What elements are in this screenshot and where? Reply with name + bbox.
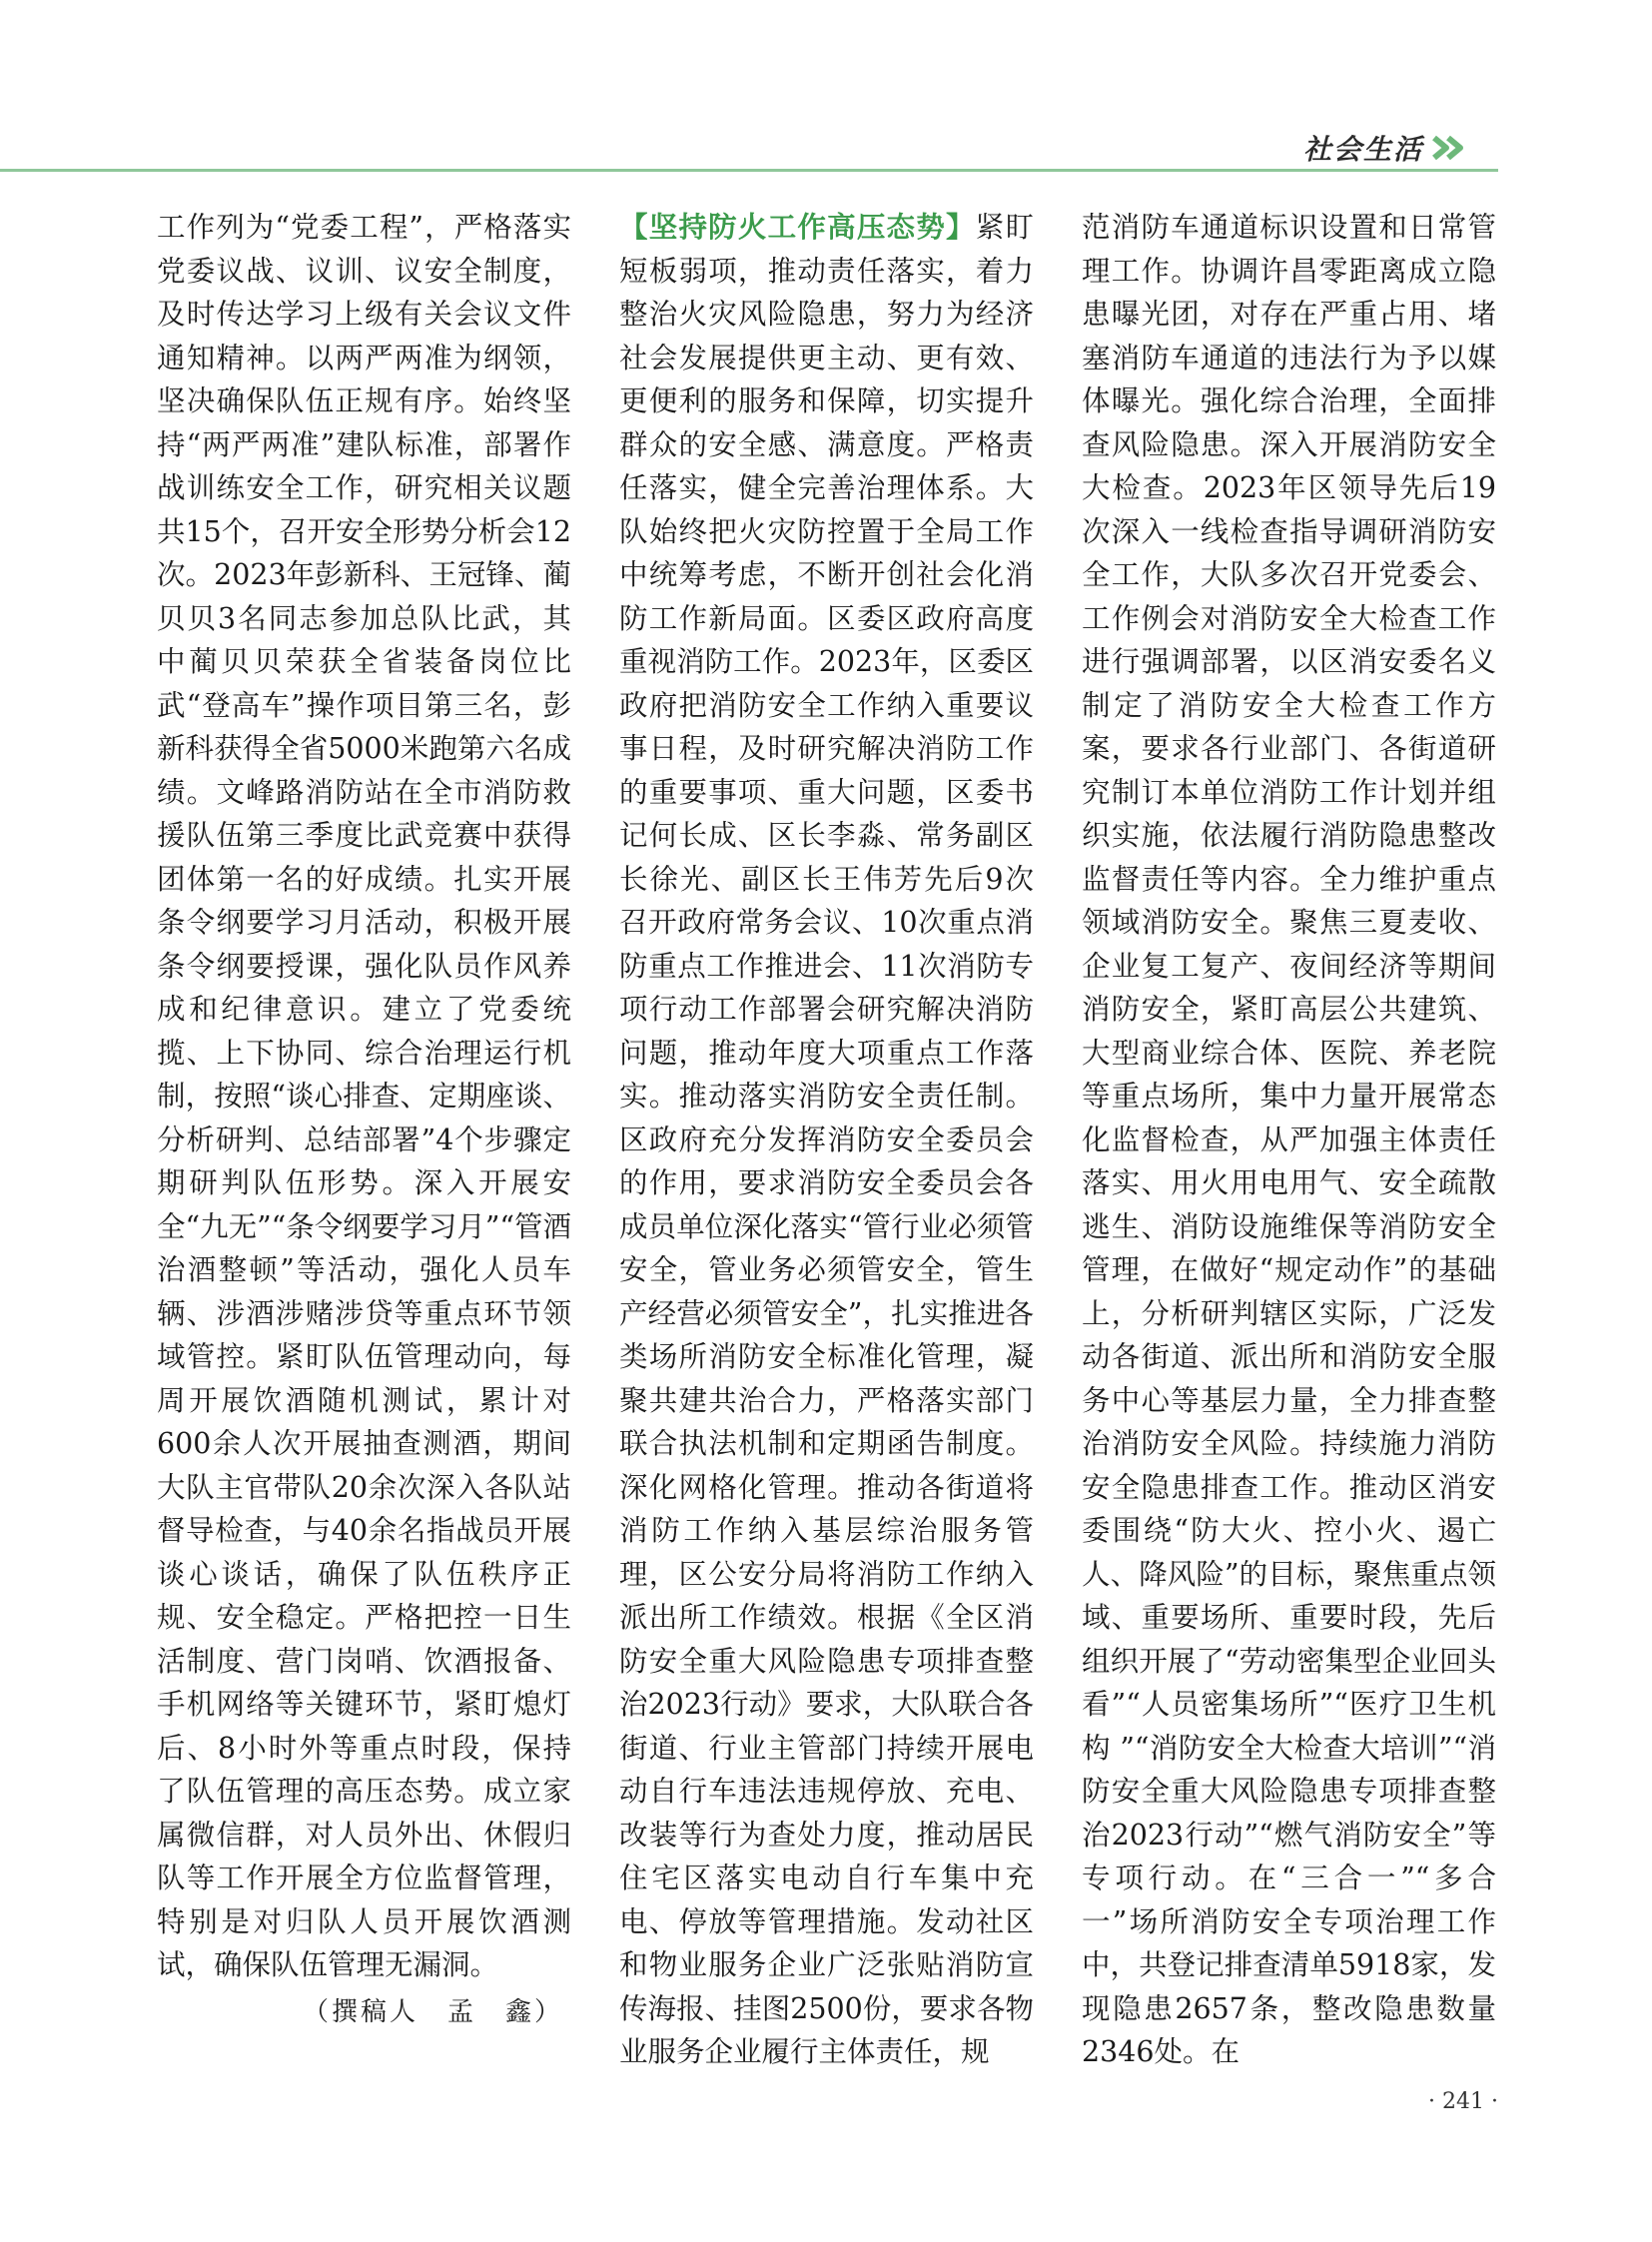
text-column-2 [619,206,1034,2074]
column-1-body: 工作列为“党委工程”，严格落实党委议战、议训、议安全制度，及时传达学习上级有关会议文件通知精神。以两严两准为纲领，坚决确保队伍正规有序。始终坚持“两严两准”建队标准，部署作战训练安全工作，研究相关议题共15个，召开安全形势分析会12次。2023年彭新科、王冠锋、蔺贝贝3名同志参加总队比武，其中蔺贝贝荣获全省装备岗位比武“登高车”操作项目第三名，彭新科获得全省5000米跑第六名成绩。文峰路消防站在全市消防救援队伍第三季度比武竞赛中获得团体第一名的好成绩。扎实开展条令纲要学习月活动，积极开展条令纲要授课，强化队员作风养成和纪律意识。建立了党委统揽、上下协同、综合治理运行机制，按照“谈心排查、定期座谈、分析研判、总结部署”4个步骤定期研判队伍形势。深入开展安全“九无”“条令纲要学习月”“管酒治酒整顿”等活动，强化人员车辆、涉酒涉赌涉贷等重点环节领域管控。紧盯队伍管理动向，每周开展饮酒随机测试，累计对600余人次开展抽查测酒，期间大队主官带队20余次深入各队站督导检查，与40余名指战员开展谈心谈话，确保了队伍秩序正规、安全稳定。严格把控一日生活制度、营门岗哨、饮酒报备、手机网络等关键环节，紧盯熄灯后、8小时外等重点时段，保持了队伍管理的高压态势。成立家属微信群，对人员外出、休假归队等工作开展全方位监督管理，特别是对归队人员开展饮酒测试，确保队伍管理无漏洞。 [157,211,571,1981]
page-number: · 241 · [1428,2089,1498,2114]
text-column-3 [1082,206,1496,2074]
column-2-body: 紧盯短板弱项，推动责任落实，着力整治火灾风险隐患，努力为经济社会发展提供更主动、更有效、更便利的服务和保障，切实提升群众的安全感、满意度。严格责任落实，健全完善治理体系。大队始终把火灾防控置于全局工作中统筹考虑，不断开创社会化消防工作新局面。区委区政府高度重视消防工作。2023年，区委区政府把消防安全工作纳入重要议事日程，及时研究解决消防工作的重要事项、重大问题，区委书记何长成、区长李淼、常务副区长徐光、副区长王伟芳先后9次召开政府常务会议、10次重点消防重点工作推进会、11次消防专项行动工作部署会研究解决消防问题，推动年度大项重点工作落实。推动落实消防安全责任制。区政府充分发挥消防安全委员会的作用，要求消防安全委员会各成员单位深化落实“管行业必须管安全，管业务必须管安全，管生产经营必须管安全”，扎实推进各类场所消防安全标准化管理，凝聚共建共治合力，严格落实部门联合执法机制和定期函告制度。深化网格化管理。推动各街道将消防工作纳入基层综治服务管理，区公安分局将消防工作纳入派出所工作绩效。根据《全区消防安全重大风险隐患专项排查整治2023行动》要求，大队联合各街道、行业主管部门持续开展电动自行车违法违规停放、充电、改装等行为查处力度，推动居民住宅区落实电动自行车集中充电、停放等管理措施。发动社区和物业服务企业广泛张贴消防宣传海报、挂图2500份，要求各物业服务企业履行主体责任，规 [619,211,1034,2068]
section-title: 社会生活 [1303,133,1424,166]
text-column-1 [157,206,571,2034]
column-3-body: 范消防车通道标识设置和日常管理工作。协调许昌零距离成立隐患曝光团，对存在严重占用、堵塞消防车通道的违法行为予以媒体曝光。强化综合治理，全面排查风险隐患。深入开展消防安全大检查。2023年区领导先后19次深入一线检查指导调研消防安全工作，大队多次召开党委会、工作例会对消防安全大检查工作进行强调部署，以区消安委名义制定了消防安全大检查工作方案，要求各行业部门、各街道研究制订本单位消防工作计划并组织实施，依法履行消防隐患整改监督责任等内容。全力维护重点领域消防安全。聚焦三夏麦收、企业复工复产、夜间经济等期间消防安全，紧盯高层公共建筑、大型商业综合体、医院、养老院等重点场所，集中力量开展常态化监督检查，从严加强主体责任落实、用火用电用气、安全疏散逃生、消防设施维保等消防安全管理，在做好“规定动作”的基础上，分析研判辖区实际，广泛发动各街道、派出所和消防安全服务中心等基层力量，全力排查整治消防安全风险。持续施力消防安全隐患排查工作。推动区消安委围绕“防大火、控小火、遏亡人、降风险”的目标，聚焦重点领域、重要场所、重要时段，先后组织开展了“劳动密集型企业回头看”“人员密集场所”“医疗卫生机构 ”“消防安全大检查大培训”“消防安全重大风险隐患专项排查整治2023行动”“燃气消防安全”等专项行动。在“三合一”“多合一”场所消防安全专项治理工作中，共登记排查清单5918家，发现隐患2657条，整改隐患数量2346处。在 [1082,211,1496,2068]
section-heading: 【坚持防火工作高压态势】 [619,210,976,244]
header-rule [0,169,1498,172]
byline: （撰稿人 孟 鑫） [302,1996,563,2027]
column-2-paragraph [619,206,1034,2074]
double-chevron-right-icon [1430,134,1470,162]
